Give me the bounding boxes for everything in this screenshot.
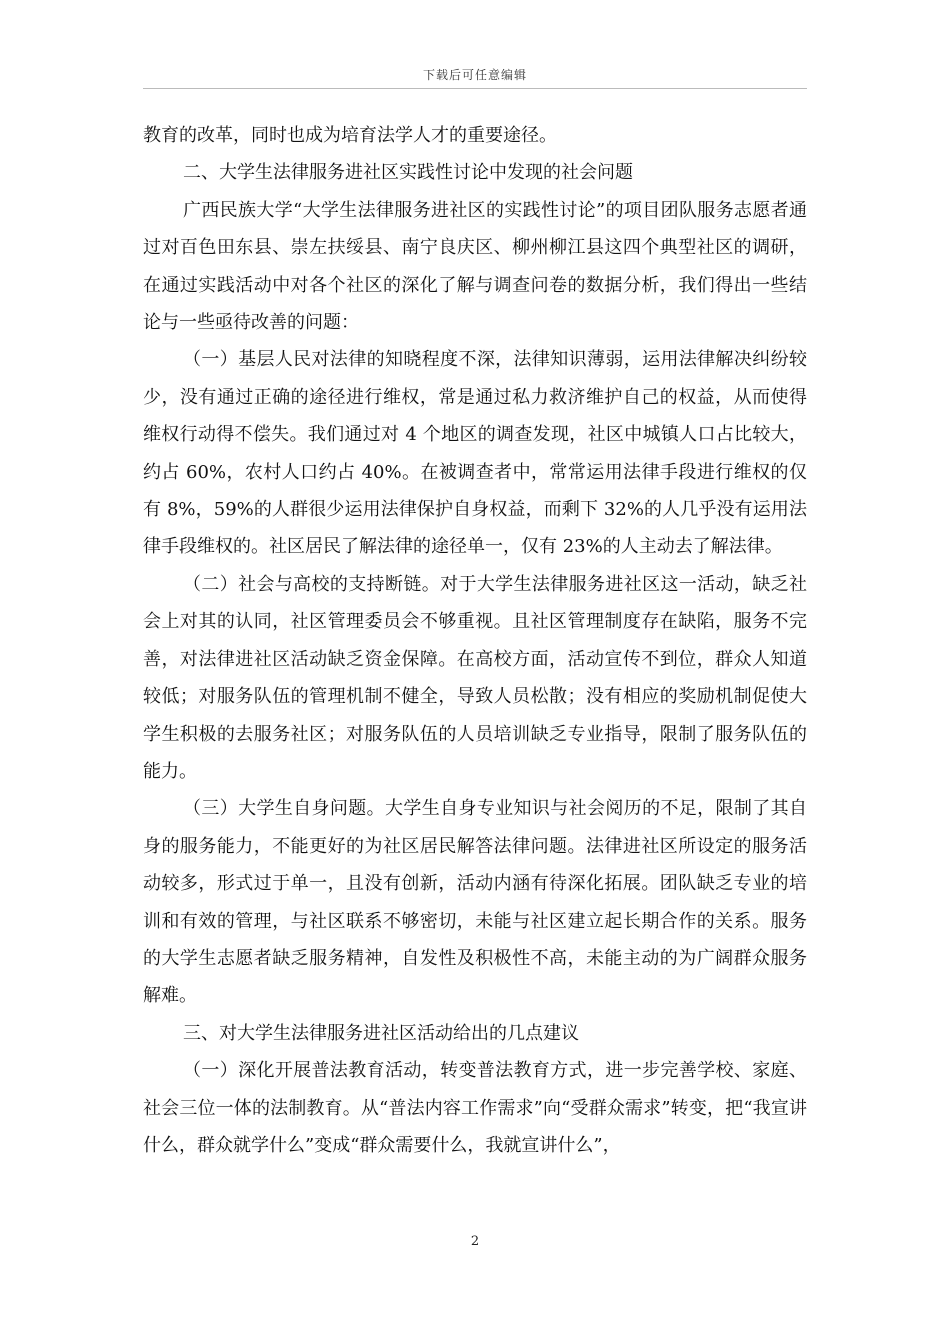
document-body bbox=[143, 117, 807, 1164]
paragraph-issue-3: （三）大学生自身问题。大学生自身专业知识与社会阅历的不足，限制了其自身的服务能力，不能更好的为社区居民解答法律问题。法律进社区所设定的服务活动较多，形式过于单一，且没有创新，活动内涵有待深化拓展。团队缺乏专业的培训和有效的管理，与社区联系不够密切，未能与社区建立起长期合作的关系。服务的大学生志愿者缺乏服务精神，自发性及积极性不高，未能主动的为广阔群众服务解难。 bbox=[143, 798, 807, 1007]
page-header: 下载后可任意编辑 bbox=[422, 68, 527, 82]
section-heading-3: 三、对大学生法律服务进社区活动给出的几点建议 bbox=[183, 1022, 579, 1044]
paragraph-issue-1: （一）基层人民对法律的知晓程度不深，法律知识薄弱，运用法律解决纠纷较少，没有通过正确的途径进行维权，常是通过私力救济维护自己的权益，从而使得维权行动得不偿失。我们通过对 4 个地区的调查发现，社区中城镇人口占比较大，约占 60%，农村人口约占 40%。在被调查者中，常常运用法律手段进行维权的仅有 8%，59%的人群很少运用法律保护自身权益，而剩下 32%的人几乎没有运用法律手段维权的。社区居民了解法律的途径单一，仅有 23%的人主动去了解法律。 bbox=[143, 349, 807, 558]
paragraph-survey-intro: 广西民族大学“大学生法律服务进社区的实践性讨论”的项目团队服务志愿者通过对百色田东县、崇左扶绥县、南宁良庆区、柳州柳江县这四个典型社区的调研，在通过实践活动中对各个社区的深化了解与调查问卷的数据分析，我们得出一些结论与一些亟待改善的问题： bbox=[143, 199, 807, 334]
paragraph-continuation: 教育的改革，同时也成为培育法学人才的重要途径。 bbox=[143, 125, 557, 146]
header-divider bbox=[143, 88, 807, 89]
paragraph-issue-2: （二）社会与高校的支持断链。对于大学生法律服务进社区这一活动，缺乏社会上对其的认同，社区管理委员会不够重视。且社区管理制度存在缺陷，服务不完善，对法律进社区活动缺乏资金保障。在高校方面，活动宣传不到位，群众人知道较低；对服务队伍的管理机制不健全，导致人员松散；没有相应的奖励机制促使大学生积极的去服务社区；对服务队伍的人员培训缺乏专业指导，限制了服务队伍的能力。 bbox=[143, 573, 807, 782]
page-number: 2 bbox=[470, 1234, 480, 1249]
paragraph-suggestion-1: （一）深化开展普法教育活动，转变普法教育方式，进一步完善学校、家庭、社会三位一体的法制教育。从“普法内容工作需求”向“受群众需求”转变，把“我宣讲什么，群众就学什么”变成“群众需要什么，我就宣讲什么”， bbox=[143, 1060, 807, 1156]
section-heading-2: 二、大学生法律服务进社区实践性讨论中发现的社会问题 bbox=[183, 162, 633, 184]
